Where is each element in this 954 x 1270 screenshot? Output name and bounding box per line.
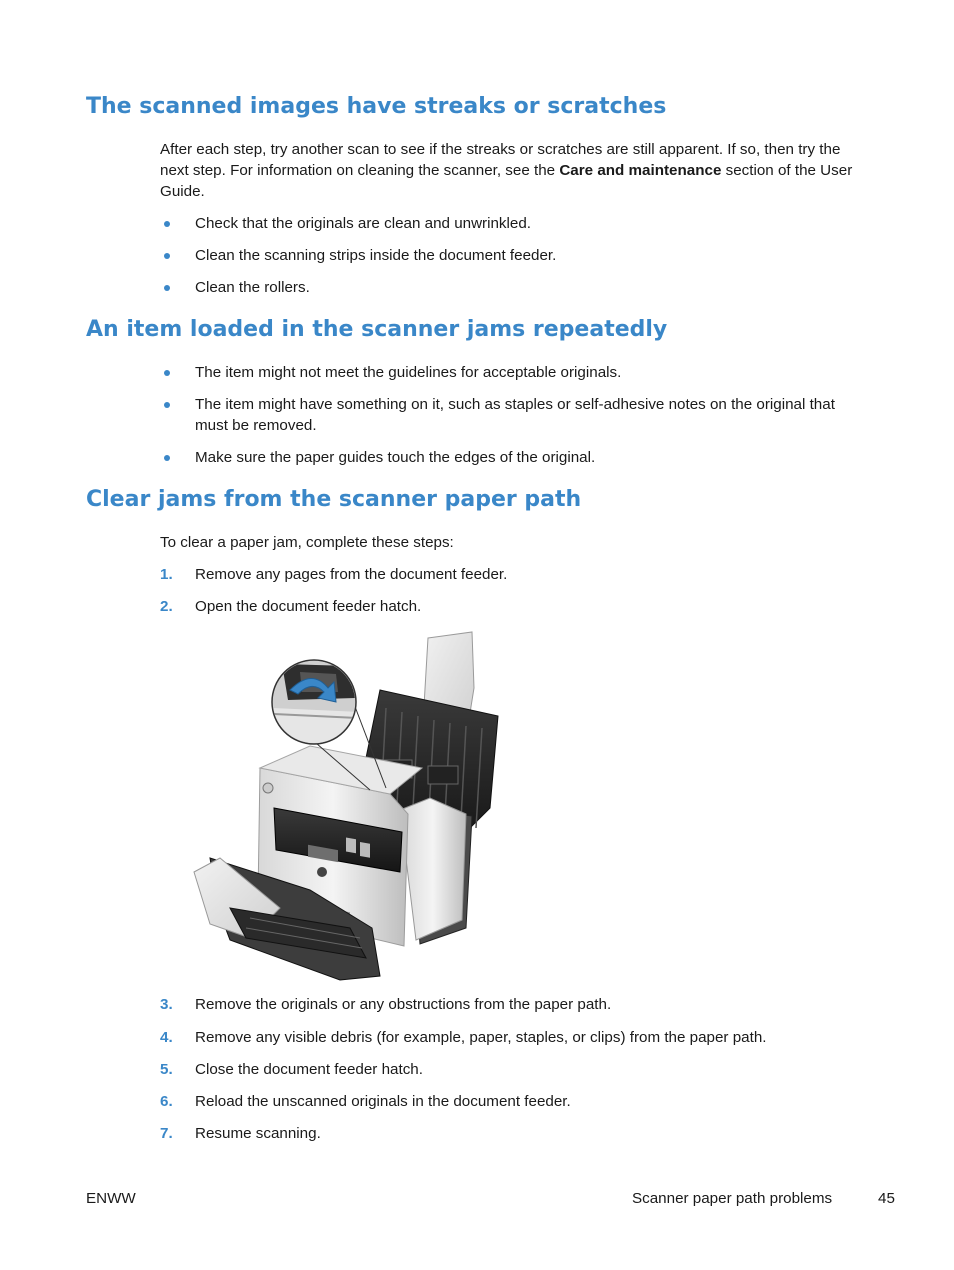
step-text: Open the document feeder hatch. [195,598,422,615]
step-text: Remove the originals or any obstructions from the paper path. [195,996,612,1013]
step-number: 2. [160,598,173,615]
step-text: Close the document feeder hatch. [195,1061,423,1078]
list-item-text: Check that the originals are clean and unwrinkled. [195,215,532,232]
footer-section-title: Scanner paper path problems [632,1190,833,1207]
streaks-intro-text-after: section of the User Guide. [160,162,853,200]
step-number: 6. [160,1093,173,1110]
step-number: 3. [160,996,173,1013]
bullet-icon [164,370,170,376]
list-item-text: Clean the rollers. [195,279,310,296]
step-number: 4. [160,1029,173,1046]
footer-locale-code: ENWW [86,1190,136,1207]
bullet-icon [164,285,170,291]
bullet-icon [164,253,170,259]
step-number: 7. [160,1125,173,1142]
section-heading-clear-jams: Clear jams from the scanner paper path [86,487,582,512]
scanner-open-hatch-illustration [190,628,510,983]
list-item-text: Make sure the paper guides touch the edges of the original. [195,449,596,466]
list-item-text: The item might have something on it, such as staples or self-adhesive notes on the original that must be removed. [195,396,835,434]
care-maintenance-reference: Care and maintenance [559,162,722,179]
step-text: Remove any pages from the document feeder. [195,566,508,583]
page-number: 45 [878,1190,895,1207]
section-heading-jams-repeatedly: An item loaded in the scanner jams repeatedly [86,317,668,342]
step-text: Remove any visible debris (for example, paper, staples, or clips) from the paper path. [195,1029,767,1046]
bullet-icon [164,455,170,461]
bullet-icon [164,221,170,227]
list-item-text: The item might not meet the guidelines for acceptable originals. [195,364,622,381]
bullet-icon [164,402,170,408]
streaks-intro-paragraph [160,139,860,202]
clear-jams-intro: To clear a paper jam, complete these steps: [160,534,454,551]
step-number: 5. [160,1061,173,1078]
step-number: 1. [160,566,173,583]
streaks-intro-text-before: After each step, try another scan to see if the streaks or scratches are still apparent. If so, then try the next step. For information on cleaning the scanner, see the [160,141,841,179]
list-item-text: Clean the scanning strips inside the document feeder. [195,247,557,264]
step-text: Resume scanning. [195,1125,321,1142]
step-text: Reload the unscanned originals in the document feeder. [195,1093,571,1110]
section-heading-streaks: The scanned images have streaks or scratches [86,94,667,119]
